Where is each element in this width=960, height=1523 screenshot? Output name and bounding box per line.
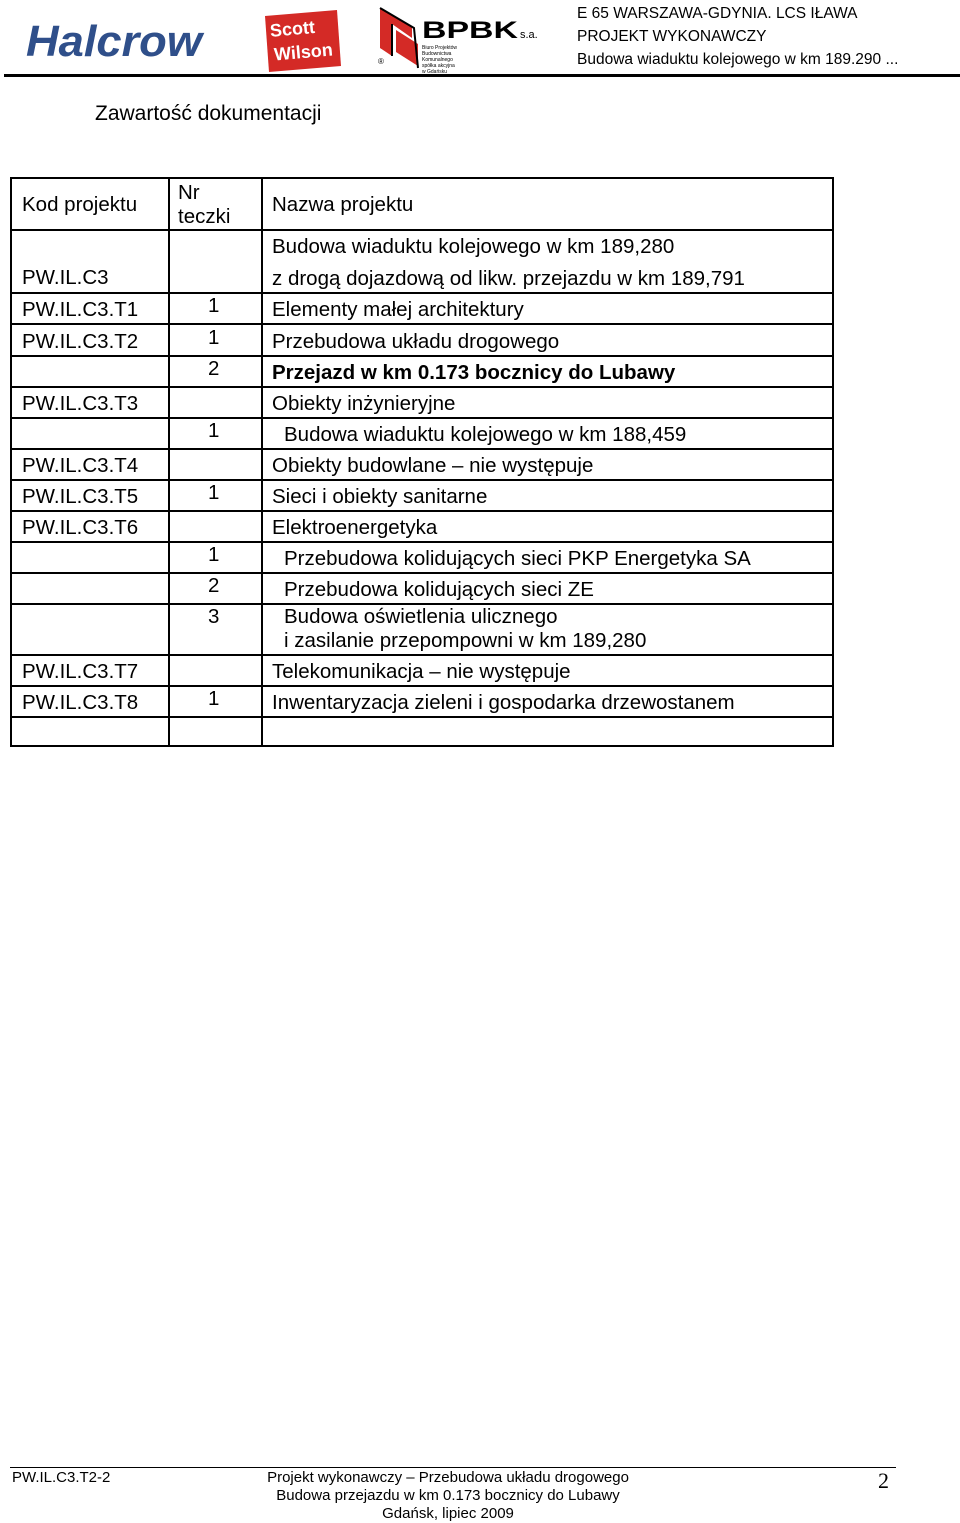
header-folder-number-line2: teczki bbox=[178, 205, 231, 228]
row-code: PW.IL.C3.T8 bbox=[22, 691, 139, 714]
row-name: Przebudowa kolidujących sieci ZE bbox=[284, 578, 594, 601]
row-folder-number: 1 bbox=[208, 543, 220, 566]
row-name: Przebudowa kolidujących sieci PKP Energetyka SA bbox=[284, 547, 751, 570]
header-project-code: Kod projektu bbox=[22, 193, 138, 216]
row-folder-number: 1 bbox=[208, 481, 220, 504]
row-name-line2: i zasilanie przepompowni w km 189,280 bbox=[284, 629, 647, 652]
row-divider bbox=[12, 355, 832, 357]
footer-divider bbox=[10, 1467, 896, 1468]
row-divider bbox=[12, 654, 832, 656]
row-divider bbox=[12, 510, 832, 512]
bpbk-logo bbox=[378, 4, 550, 74]
row-code: PW.IL.C3 bbox=[22, 266, 109, 289]
row-code: PW.IL.C3.T1 bbox=[22, 298, 139, 321]
bpbk-emblem-icon bbox=[380, 8, 418, 68]
scott-wilson-logo bbox=[265, 10, 341, 72]
header-line-road: E 65 WARSZAWA-GDYNIA. LCS IŁAWA bbox=[577, 5, 858, 22]
row-code: PW.IL.C3.T2 bbox=[22, 330, 139, 353]
scott-wilson-logo-line1: Scott bbox=[269, 16, 316, 41]
row-divider bbox=[12, 323, 832, 325]
row-code: PW.IL.C3.T7 bbox=[22, 660, 139, 683]
bpbk-sub-line4: spółka akcyjna bbox=[422, 63, 455, 69]
row-name: Telekomunikacja – nie występuje bbox=[272, 660, 571, 683]
bpbk-sub-line1: Biuro Projektów bbox=[422, 45, 458, 51]
footer-description bbox=[200, 1469, 696, 1523]
header-divider bbox=[4, 74, 960, 77]
page-header bbox=[0, 0, 960, 78]
row-divider bbox=[12, 479, 832, 481]
documentation-table bbox=[10, 177, 834, 747]
row-code: PW.IL.C3.T3 bbox=[22, 392, 139, 415]
column-divider bbox=[261, 179, 263, 745]
row-name-line2: z drogą dojazdową od likw. przejazdu w km 189,791 bbox=[272, 267, 745, 290]
row-divider bbox=[12, 541, 832, 543]
row-name: Elementy małej architektury bbox=[272, 298, 524, 321]
row-divider bbox=[12, 716, 832, 718]
row-name: Budowa wiaduktu kolejowego w km 188,459 bbox=[284, 423, 687, 446]
row-divider bbox=[12, 685, 832, 687]
footer-line-project: Projekt wykonawczy – Przebudowa układu drogowego bbox=[267, 1469, 629, 1486]
bpbk-sub-line2: Budownictwa bbox=[422, 51, 452, 57]
row-folder-number: 2 bbox=[208, 574, 220, 597]
bpbk-logo-suffix: s.a. bbox=[520, 29, 538, 41]
bpbk-sub-line3: Komunalnego bbox=[422, 57, 453, 63]
row-divider bbox=[12, 448, 832, 450]
row-name-line1: Budowa wiaduktu kolejowego w km 189,280 bbox=[272, 235, 675, 258]
header-project-info bbox=[577, 2, 957, 71]
header-line-object: Budowa wiaduktu kolejowego w km 189.290 ... bbox=[577, 51, 899, 68]
row-name: Przejazd w km 0.173 bocznicy do Lubawy bbox=[272, 361, 676, 384]
page-number: 2 bbox=[878, 1468, 889, 1493]
row-folder-number: 1 bbox=[208, 326, 220, 349]
footer-line-object: Budowa przejazdu w km 0.173 bocznicy do Lubawy bbox=[276, 1487, 620, 1504]
page-title: Zawartość dokumentacji bbox=[95, 102, 322, 125]
row-divider bbox=[12, 572, 832, 574]
row-folder-number: 1 bbox=[208, 687, 220, 710]
row-divider bbox=[12, 292, 832, 294]
scott-wilson-logo-line2: Wilson bbox=[273, 39, 334, 65]
row-folder-number: 2 bbox=[208, 357, 220, 380]
halcrow-logo bbox=[24, 14, 206, 64]
header-line-phase: PROJEKT WYKONAWCZY bbox=[577, 28, 767, 45]
header-folder-number-line1: Nr bbox=[178, 181, 200, 204]
bpbk-registered-mark: ® bbox=[378, 57, 384, 66]
row-name: Obiekty budowlane – nie występuje bbox=[272, 454, 594, 477]
row-name: Sieci i obiekty sanitarne bbox=[272, 485, 488, 508]
bpbk-logo-text: BPBK bbox=[422, 17, 519, 44]
bpbk-sub-line5: w Gdańsku bbox=[422, 69, 448, 74]
row-folder-number: 3 bbox=[208, 605, 220, 628]
row-code: PW.IL.C3.T4 bbox=[22, 454, 139, 477]
row-name: Przebudowa układu drogowego bbox=[272, 330, 560, 353]
row-name: Elektroenergetyka bbox=[272, 516, 438, 539]
row-folder-number: 1 bbox=[208, 294, 220, 317]
row-name-line1: Budowa oświetlenia ulicznego bbox=[284, 605, 558, 628]
footer-line-place-date: Gdańsk, lipiec 2009 bbox=[382, 1505, 514, 1522]
header-project-name: Nazwa projektu bbox=[272, 193, 414, 216]
column-divider bbox=[168, 179, 170, 745]
footer-document-code: PW.IL.C3.T2-2 bbox=[12, 1469, 111, 1486]
row-code: PW.IL.C3.T5 bbox=[22, 485, 139, 508]
halcrow-logo-text: Halcrow bbox=[26, 17, 205, 64]
row-name: Obiekty inżynieryjne bbox=[272, 392, 456, 415]
row-divider bbox=[12, 386, 832, 388]
row-divider bbox=[12, 229, 832, 231]
row-folder-number: 1 bbox=[208, 419, 220, 442]
row-divider bbox=[12, 417, 832, 419]
row-name: Inwentaryzacja zieleni i gospodarka drzewostanem bbox=[272, 691, 735, 714]
row-code: PW.IL.C3.T6 bbox=[22, 516, 139, 539]
